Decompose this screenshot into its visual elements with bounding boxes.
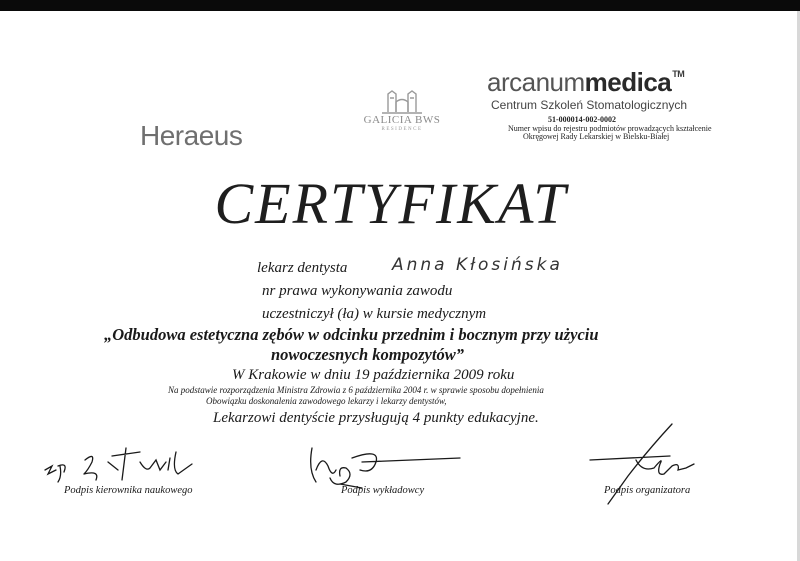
education-points-line: Lekarzowi dentyście przysługują 4 punkty edukacyjne. bbox=[213, 410, 539, 426]
place-date-line: W Krakowie w dniu 19 października 2009 roku bbox=[232, 367, 515, 383]
scan-top-border bbox=[0, 0, 800, 11]
arcanum-medica-logo bbox=[487, 67, 684, 98]
signature-scientific-director bbox=[45, 448, 192, 482]
participation-line: uczestniczył (ła) w kursie medycznym bbox=[262, 306, 487, 322]
legal-basis-line-2: Obowiązku doskonalenia zawodowego lekarzy i lekarzy dentystów, bbox=[206, 396, 447, 406]
signature-label-scientific-director: Podpis kierownika naukowego bbox=[64, 485, 193, 496]
galicia-logo-text: GALICIA BWS bbox=[363, 114, 441, 126]
legal-basis-line-1: Na podstawie rozporządzenia Ministra Zdrowia z 6 października 2004 r. w sprawie sposobu dopełnienia bbox=[168, 385, 544, 395]
profession-label: lekarz dentysta bbox=[257, 260, 348, 276]
signature-label-organizer: Podpis organizatora bbox=[604, 485, 691, 496]
heraeus-logo: Heraeus bbox=[140, 120, 243, 151]
registry-line-2: Okręgowej Rady Lekarskiej w Bielsku-Białej bbox=[523, 132, 670, 141]
arcanum-logo-bold: medica bbox=[584, 67, 672, 97]
recipient-name: Anna Kłosińska bbox=[392, 255, 563, 275]
arcanum-subtitle: Centrum Szkoleń Stomatologicznych bbox=[491, 98, 688, 112]
arcanum-logo-light: arcanum bbox=[487, 67, 585, 97]
license-line: nr prawa wykonywania zawodu bbox=[262, 283, 453, 299]
course-title-line-1: „Odbudowa estetyczna zębów w odcinku przednim i bocznym przy użyciu bbox=[104, 325, 599, 344]
galicia-logo-subtitle: RESIDENCE bbox=[381, 127, 423, 132]
registry-line-1: Numer wpisu do rejestru podmiotów prowadzących kształcenie bbox=[508, 124, 712, 133]
trademark-mark: TM bbox=[672, 69, 685, 79]
signature-label-lecturer: Podpis wykładowcy bbox=[341, 485, 425, 496]
course-title-line-2: nowoczesnych kompozytów” bbox=[271, 345, 464, 364]
signature-lecturer bbox=[311, 448, 460, 488]
registry-number: 51-000014-002-0002 bbox=[548, 115, 616, 124]
certificate-title: CERTYFIKAT bbox=[214, 171, 568, 236]
